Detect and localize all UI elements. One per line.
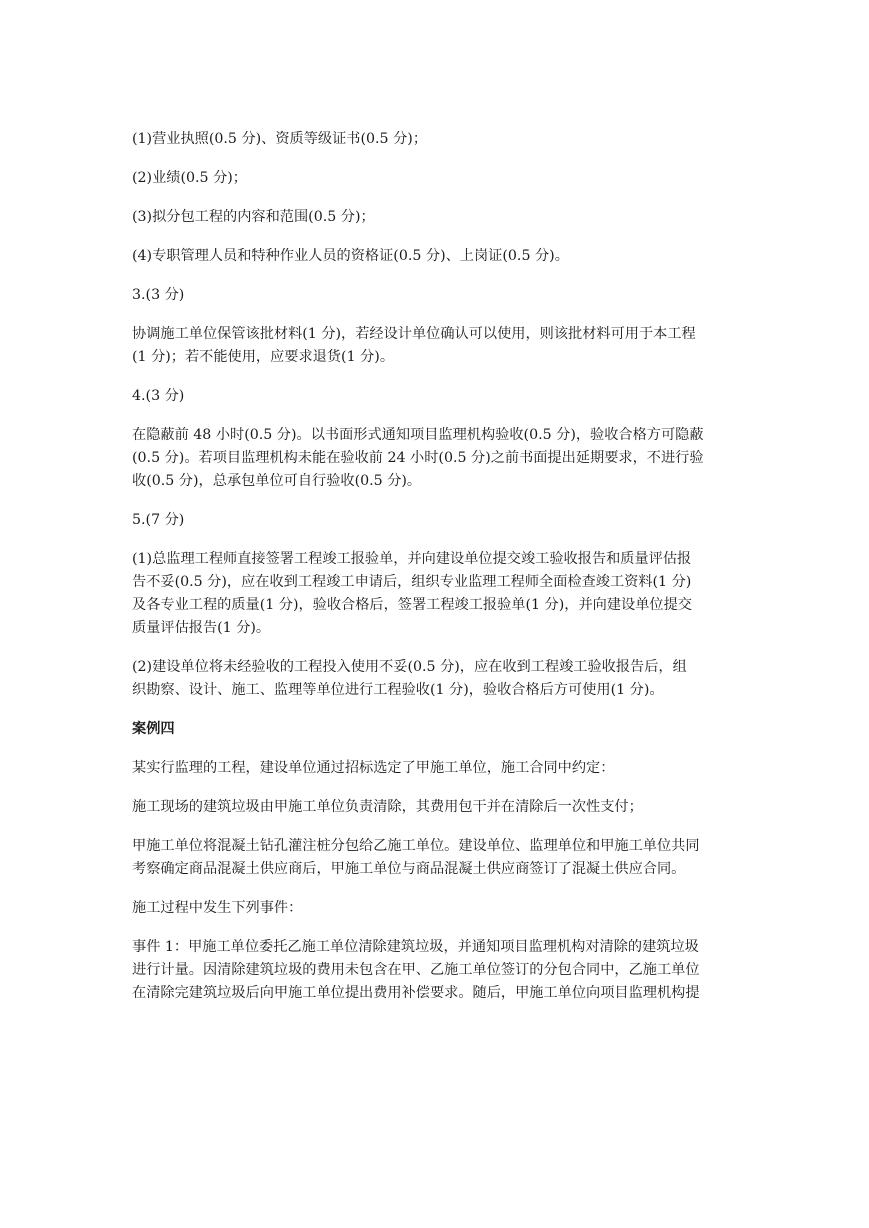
paragraph-p1: [132, 128, 740, 151]
paragraph-p10: [132, 548, 740, 640]
text-line: 考察确定商品混凝土供应商后，甲施工单位与商品混凝土供应商签订了混凝土供应合同。: [132, 861, 686, 877]
text-line: (1)营业执照(0.5 分)、资质等级证书(0.5 分)；: [132, 131, 428, 147]
text-line: 施工现场的建筑垃圾由甲施工单位负责清除，其费用包干并在清除后一次性支付；: [132, 799, 643, 815]
text-line: 织勘察、设计、施工、监理等单位进行工程验收(1 分)，验收合格后方可使用(1 分)。: [132, 682, 664, 698]
text-line: 甲施工单位将混凝土钻孔灌注桩分包给乙施工单位。建设单位、监理单位和甲施工单位共同: [132, 838, 700, 854]
case-section: [132, 757, 740, 1005]
text-line: 在清除完建筑垃圾后向甲施工单位提出费用补偿要求。随后，甲施工单位向项目监理机构提: [132, 985, 700, 1001]
text-line: (3)拟分包工程的内容和范围(0.5 分)；: [132, 209, 375, 225]
text-line: 收(0.5 分)，总承包单位可自行验收(0.5 分)。: [132, 473, 422, 489]
text-line: 在隐蔽前 48 小时(0.5 分)。以书面形式通知项目监理机构验收(0.5 分)，验收合格方可隐蔽: [132, 427, 704, 443]
text-line: 告不妥(0.5 分)，应在收到工程竣工申请后，组织专业监理工程师全面检查竣工资料(1 分): [132, 574, 692, 590]
text-line: 质量评估报告(1 分)。: [132, 620, 271, 636]
text-line: 协调施工单位保管该批材料(1 分)，若经设计单位确认可以使用，则该批材料可用于本工程: [132, 326, 696, 342]
paragraph-p7: [132, 385, 740, 408]
paragraph-q5: [132, 936, 740, 1005]
paragraph-p2: [132, 167, 740, 190]
answer-section: [132, 128, 740, 702]
paragraph-q2: [132, 796, 740, 819]
text-line: 施工过程中发生下列事件：: [132, 900, 303, 916]
paragraph-p11: [132, 656, 740, 702]
text-line: 某实行监理的工程，建设单位通过招标选定了甲施工单位，施工合同中约定：: [132, 760, 615, 776]
paragraph-p3: [132, 206, 740, 229]
paragraph-p5: [132, 284, 740, 307]
paragraph-p6: [132, 323, 740, 369]
text-line: (2)业绩(0.5 分)；: [132, 170, 247, 186]
text-line: (1 分)；若不能使用，应要求退货(1 分)。: [132, 349, 395, 365]
text-line: 4.(3 分): [132, 388, 185, 404]
text-line: (0.5 分)。若项目监理机构未能在验收前 24 小时(0.5 分)之前书面提出延期要求，不进行验: [132, 450, 704, 466]
document-body: [132, 128, 740, 1021]
text-line: (4)专职管理人员和特种作业人员的资格证(0.5 分)、上岗证(0.5 分)。: [132, 248, 569, 264]
paragraph-q1: [132, 757, 740, 780]
text-line: (1)总监理工程师直接签署工程竣工报验单，并向建设单位提交竣工验收报告和质量评估报: [132, 551, 692, 567]
text-line: 5.(7 分): [132, 512, 185, 528]
text-line: 进行计量。因清除建筑垃圾的费用未包含在甲、乙施工单位签订的分包合同中，乙施工单位: [132, 962, 700, 978]
text-line: (2)建设单位将未经验收的工程投入使用不妥(0.5 分)，应在收到工程竣工验收报告后，组: [132, 659, 687, 675]
paragraph-p8: [132, 424, 740, 493]
text-line: 3.(3 分): [132, 287, 185, 303]
text-line: 事件 1：甲施工单位委托乙施工单位清除建筑垃圾，并通知项目监理机构对清除的建筑垃圾: [132, 939, 699, 955]
paragraph-q3: [132, 835, 740, 881]
paragraph-q4: [132, 897, 740, 920]
paragraph-p9: [132, 509, 740, 532]
text-line: 及各专业工程的质量(1 分)，验收合格后，签署工程竣工报验单(1 分)，并向建设单位提交: [132, 597, 692, 613]
case-heading: 案例四: [132, 721, 175, 737]
paragraph-p4: [132, 245, 740, 268]
